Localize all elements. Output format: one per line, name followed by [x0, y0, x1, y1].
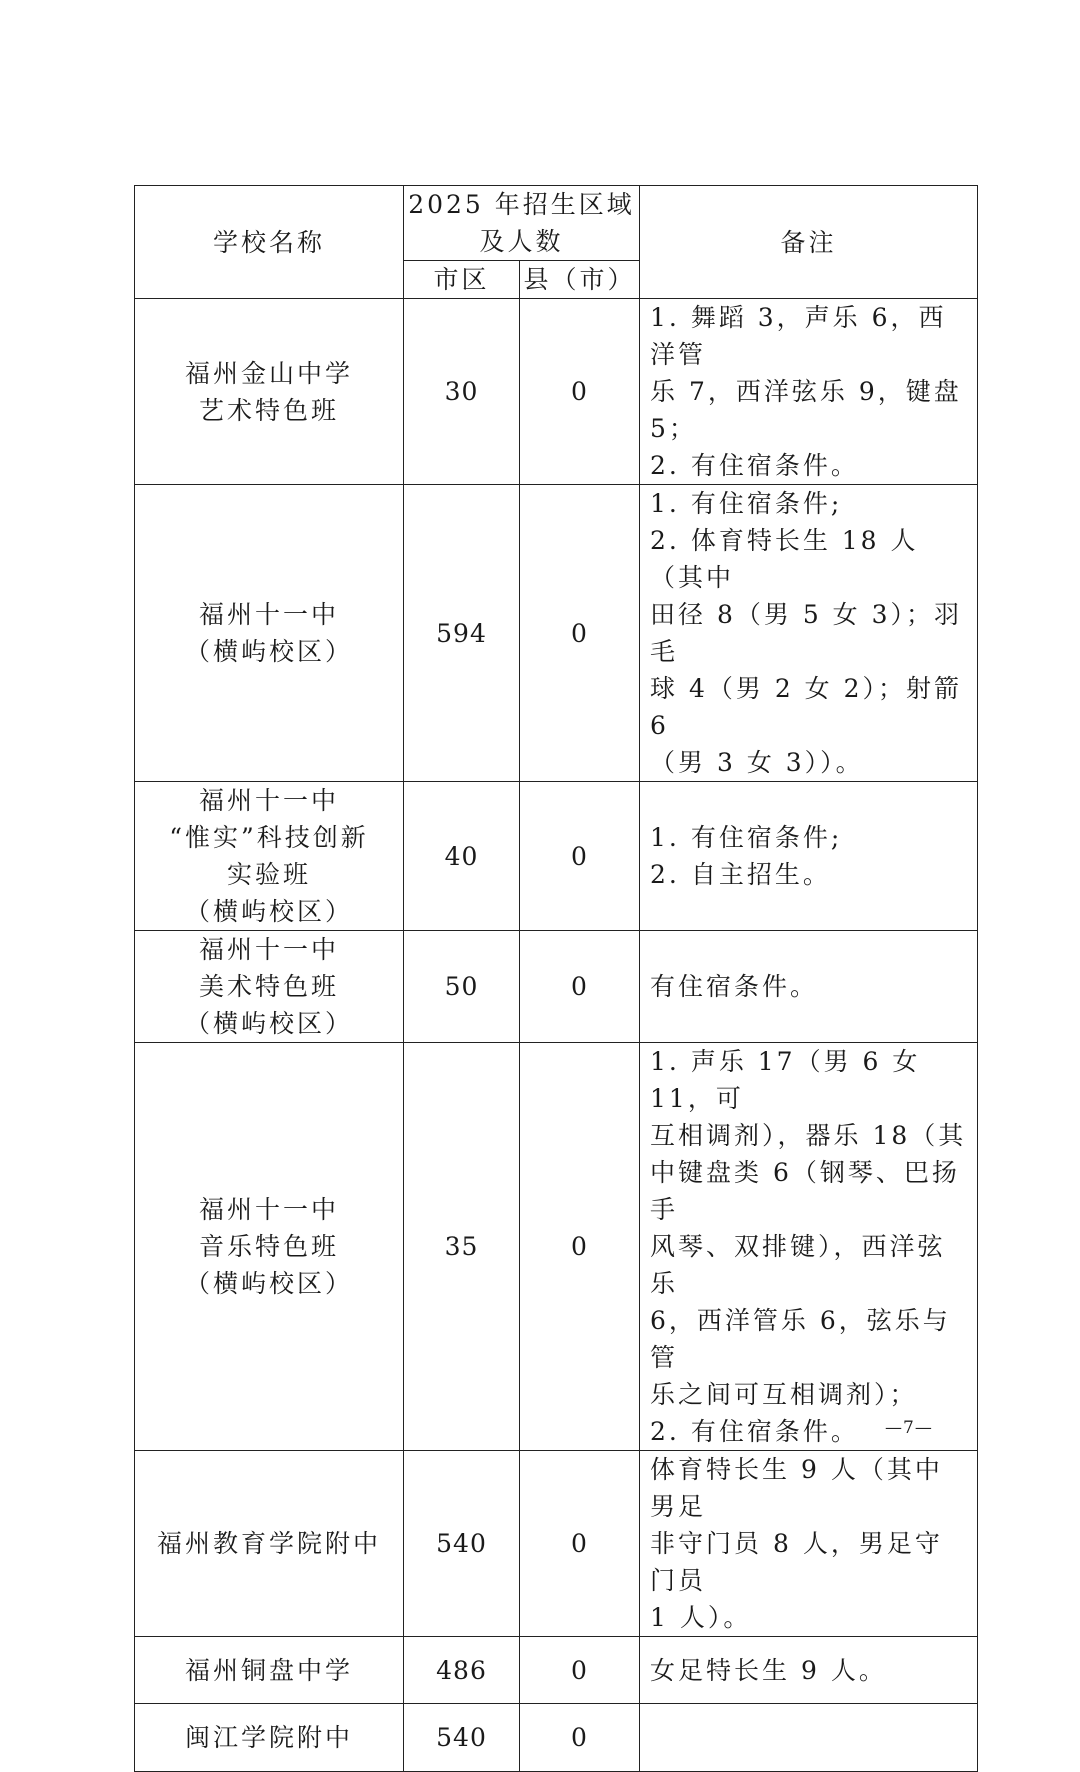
- school-name-line: 闽江学院附中: [184, 1723, 353, 1752]
- note-line: （男 3 女 3））。: [650, 748, 864, 777]
- school-name-line: 福州十一中: [198, 1195, 339, 1224]
- county-count-cell: 0: [520, 1451, 640, 1637]
- header-city: 市区: [404, 261, 520, 299]
- note-line: 风琴、双排键），西洋弦乐: [650, 1232, 946, 1298]
- county-count-cell: 0: [520, 931, 640, 1043]
- header-note: 备注: [640, 186, 978, 299]
- city-count-cell: 30: [404, 299, 520, 485]
- note-line: 1. 舞蹈 3，声乐 6，西洋管: [650, 303, 947, 369]
- note-cell: [640, 1043, 978, 1451]
- city-count-cell: 594: [404, 485, 520, 782]
- note-line: 有住宿条件。: [650, 972, 819, 1001]
- school-name-cell: [135, 485, 404, 782]
- school-name-line: 艺术特色班: [198, 395, 339, 425]
- header-school-name: 学校名称: [135, 186, 404, 299]
- enrollment-table-container: [134, 185, 977, 1772]
- school-name-line: “惟实”科技创新: [169, 823, 369, 852]
- school-name-line: 福州教育学院附中: [156, 1529, 381, 1558]
- header-county: 县（市）: [520, 261, 640, 299]
- page-number: —7—: [885, 1418, 933, 1438]
- table-row: [135, 1451, 978, 1637]
- school-name-line: 福州十一中: [198, 786, 339, 815]
- note-line: 2. 有住宿条件。: [650, 451, 859, 480]
- school-name-line: （横屿校区）: [184, 1009, 353, 1038]
- school-name-line: （横屿校区）: [184, 637, 353, 666]
- note-line: 互相调剂），器乐 18（其: [650, 1121, 967, 1150]
- county-count-cell: 0: [520, 1637, 640, 1704]
- county-count-cell: 0: [520, 782, 640, 931]
- city-count-cell: 40: [404, 782, 520, 931]
- note-line: 2. 体育特长生 18 人（其中: [650, 526, 919, 592]
- note-line: 女足特长生 9 人。: [650, 1655, 887, 1685]
- table-row: [135, 1637, 978, 1704]
- school-name-cell: [135, 299, 404, 485]
- table-row: [135, 931, 978, 1043]
- note-line: 6，西洋管乐 6，弦乐与管: [650, 1306, 951, 1372]
- city-count-cell: 486: [404, 1637, 520, 1704]
- note-cell: [640, 299, 978, 485]
- note-line: 1. 声乐 17（男 6 女 11，可: [650, 1047, 921, 1113]
- note-line: 1. 有住宿条件;: [650, 489, 843, 518]
- school-name-line: 福州十一中: [198, 935, 339, 964]
- note-cell: [640, 1704, 978, 1772]
- city-count-cell: 540: [404, 1704, 520, 1772]
- city-count-cell: 540: [404, 1451, 520, 1637]
- school-name-line: 福州十一中: [198, 600, 339, 629]
- table-row: [135, 299, 978, 485]
- county-count-cell: 0: [520, 1043, 640, 1451]
- note-line: 2. 自主招生。: [650, 860, 831, 889]
- note-line: 非守门员 8 人，男足守门员: [650, 1529, 943, 1595]
- note-cell: [640, 782, 978, 931]
- note-line: 田径 8（男 5 女 3）；羽毛: [650, 600, 963, 666]
- note-cell: [640, 485, 978, 782]
- school-name-cell: [135, 782, 404, 931]
- note-line: 乐 7，西洋弦乐 9，键盘 5；: [650, 377, 962, 443]
- school-name-line: 福州铜盘中学: [184, 1655, 353, 1685]
- note-line: 体育特长生 9 人（其中男足: [650, 1455, 943, 1521]
- enrollment-table: [134, 185, 978, 1772]
- note-line: 2. 有住宿条件。: [650, 1417, 859, 1446]
- city-count-cell: 35: [404, 1043, 520, 1451]
- note-line: 中键盘类 6（钢琴、巴扬手: [650, 1158, 960, 1224]
- school-name-line: （横屿校区）: [184, 897, 353, 926]
- school-name-cell: [135, 1637, 404, 1704]
- school-name-cell: [135, 1451, 404, 1637]
- header-region-title-line: 2025 年招生区域: [408, 190, 635, 219]
- note-line: 乐之间可互相调剂）；: [650, 1380, 918, 1409]
- table-row: [135, 782, 978, 931]
- note-cell: [640, 1637, 978, 1704]
- county-count-cell: 0: [520, 299, 640, 485]
- table-row: [135, 1704, 978, 1772]
- header-region-title-line: 及人数: [479, 227, 564, 256]
- school-name-cell: [135, 931, 404, 1043]
- school-name-cell: [135, 1043, 404, 1451]
- school-name-line: 实验班: [226, 860, 311, 889]
- note-cell: [640, 1451, 978, 1637]
- school-name-line: 音乐特色班: [198, 1232, 339, 1261]
- school-name-line: 福州金山中学: [184, 358, 353, 388]
- city-count-cell: 50: [404, 931, 520, 1043]
- note-line: 1. 有住宿条件;: [650, 823, 843, 852]
- header-region-title: [404, 186, 640, 261]
- note-line: 1 人）。: [650, 1603, 752, 1632]
- school-name-cell: [135, 1704, 404, 1772]
- school-name-line: （横屿校区）: [184, 1269, 353, 1298]
- county-count-cell: 0: [520, 485, 640, 782]
- note-cell: [640, 931, 978, 1043]
- table-row: [135, 485, 978, 782]
- table-row: [135, 1043, 978, 1451]
- note-line: 球 4（男 2 女 2）；射箭 6: [650, 674, 963, 740]
- school-name-line: 美术特色班: [198, 972, 339, 1001]
- county-count-cell: 0: [520, 1704, 640, 1772]
